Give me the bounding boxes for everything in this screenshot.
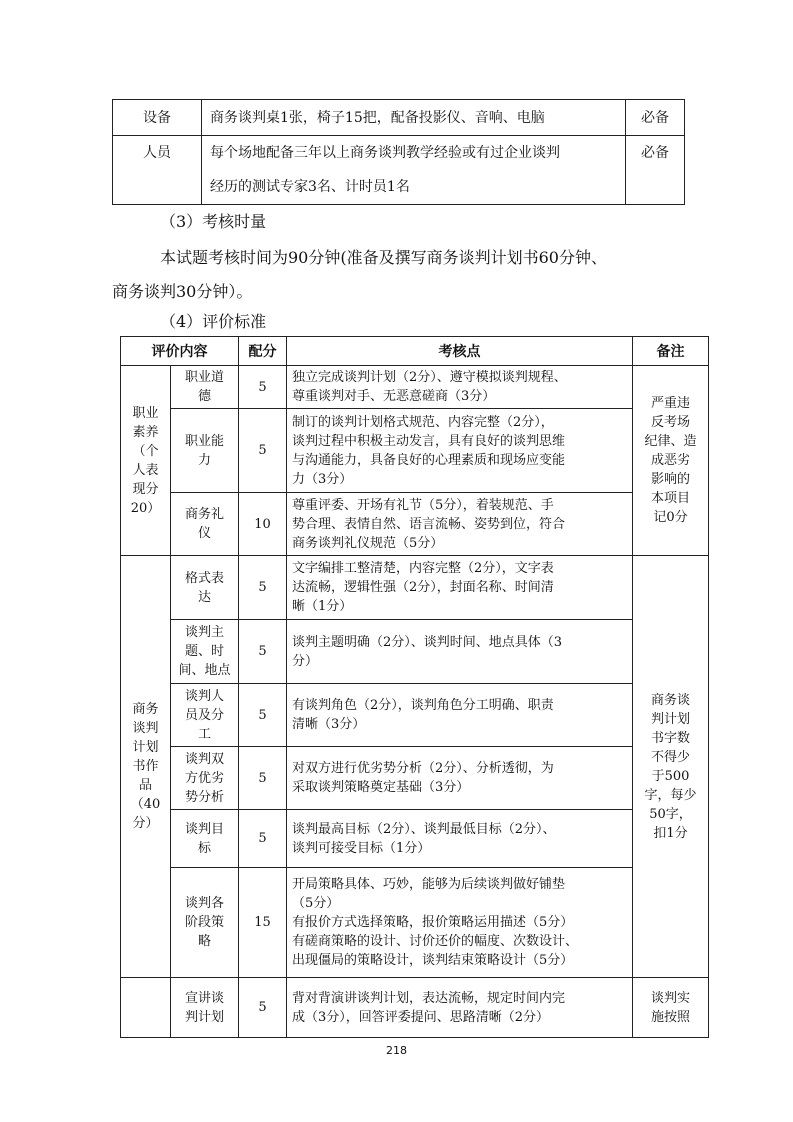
item-score: 5 bbox=[239, 620, 287, 684]
table-row bbox=[121, 556, 709, 620]
points-line: 出现僵局的策略设计，谈判结束策略设计（5分） bbox=[292, 953, 574, 968]
header-points: 考核点 bbox=[287, 337, 633, 366]
category-plan bbox=[121, 556, 171, 978]
note-line: 施按照 bbox=[650, 1009, 690, 1025]
points-line: 背对背演讲谈判计划，表达流畅，规定时间内完 bbox=[292, 990, 566, 1006]
note-line: 反考场 bbox=[650, 415, 690, 430]
points-line: 采取谈判策略奠定基础（3分） bbox=[292, 780, 470, 795]
desc-line: 经历的测试专家3名、计时员1名 bbox=[210, 179, 410, 195]
points-line: 谈判最高目标（2分）、谈判最低目标（2分）、 bbox=[292, 821, 556, 837]
category-line: 20） bbox=[130, 500, 161, 516]
note-line: 不得少 bbox=[650, 749, 690, 765]
item-score: 5 bbox=[239, 978, 287, 1038]
item-name-line: 势分析 bbox=[184, 789, 224, 805]
item-name-line: 题、时 bbox=[184, 644, 224, 659]
duration-heading: （3）考核时量 bbox=[160, 212, 267, 231]
category-line: 商务 bbox=[132, 702, 159, 717]
item-points bbox=[287, 810, 633, 868]
item-score: 5 bbox=[239, 684, 287, 747]
note-line: 判计划 bbox=[650, 711, 690, 727]
equipment-note: 必备 bbox=[626, 100, 685, 136]
duration-text-line2: 商务谈判30分钟）。 bbox=[112, 282, 253, 301]
item-points bbox=[287, 556, 633, 620]
staff-note: 必备 bbox=[626, 136, 685, 205]
points-line: 有报价方式选择策略，报价策略运用描述（5分） bbox=[292, 915, 574, 930]
table-row bbox=[121, 810, 709, 868]
item-name-line: 谈判人 bbox=[184, 688, 224, 704]
note-line: 成恶劣 bbox=[650, 453, 690, 468]
points-line: 谈判过程中积极主动发言，具有良好的谈判思维 bbox=[292, 433, 566, 449]
item-score: 5 bbox=[239, 810, 287, 868]
item-score: 5 bbox=[239, 409, 287, 493]
points-line: 商务谈判礼仪规范（5分） bbox=[292, 535, 444, 551]
item-score: 10 bbox=[239, 493, 287, 556]
desc-line: 商务谈判桌1张，椅子15把，配备投影仪、音响、电脑 bbox=[210, 109, 545, 126]
item-points bbox=[287, 868, 633, 978]
item-name-line: 谈判各 bbox=[184, 896, 224, 911]
table-row bbox=[121, 978, 709, 1038]
table-row bbox=[121, 747, 709, 810]
item-points bbox=[287, 366, 633, 409]
item-name-line: 职业道 bbox=[184, 370, 224, 385]
item-name-line: 职业能 bbox=[184, 433, 224, 449]
category-line: 人表 bbox=[132, 462, 159, 478]
note-professional bbox=[633, 366, 709, 556]
item-name-line: 商务礼 bbox=[184, 507, 224, 522]
table-row bbox=[113, 136, 685, 205]
item-points bbox=[287, 620, 633, 684]
table-row bbox=[121, 868, 709, 978]
item-name bbox=[171, 493, 239, 556]
note-line: 商务谈 bbox=[650, 692, 690, 708]
points-line: 制订的谈判计划格式规范、内容完整（2分）， bbox=[292, 414, 554, 430]
points-line: 尊重评委、开场有礼节（5分），着装规范、手 bbox=[292, 497, 554, 513]
item-name bbox=[171, 868, 239, 978]
note-line: 字，每少 bbox=[644, 787, 697, 803]
points-line: 清晰（3分） bbox=[292, 717, 366, 732]
header-content: 评价内容 bbox=[121, 337, 239, 366]
item-name bbox=[171, 556, 239, 620]
category-line: （40 bbox=[130, 797, 161, 812]
points-line: 谈判主题明确（2分）、谈判时间、地点具体（3 bbox=[292, 634, 563, 650]
table-row bbox=[121, 620, 709, 684]
item-name bbox=[171, 409, 239, 493]
points-line: 势合理、表情自然、语言流畅、姿势到位，符合 bbox=[292, 516, 566, 532]
points-line: 有谈判角色（2分），谈判角色分工明确、职责 bbox=[292, 698, 554, 713]
duration-text-line1: 本试题考核时间为90分钟(准备及撰写商务谈判计划书60分钟、 bbox=[160, 248, 607, 267]
category-line: 计划 bbox=[132, 740, 159, 755]
item-points bbox=[287, 978, 633, 1038]
category-line: 书作 bbox=[132, 759, 159, 774]
item-points bbox=[287, 747, 633, 810]
note-line: 纪律、造 bbox=[644, 434, 697, 449]
item-score: 5 bbox=[239, 747, 287, 810]
points-line: 有磋商策略的设计、讨价还价的幅度、次数设计、 bbox=[292, 934, 579, 949]
note-plan bbox=[633, 556, 709, 978]
item-name-line: 德 bbox=[197, 389, 211, 404]
points-line: 尊重谈判对手、无恶意磋商（3分） bbox=[292, 389, 496, 404]
note-line: 谈判实 bbox=[650, 990, 690, 1006]
category-implementation bbox=[121, 978, 171, 1038]
points-line: （5分） bbox=[292, 896, 340, 911]
item-name-line: 方优劣 bbox=[184, 770, 224, 786]
category-line: 分） bbox=[132, 816, 159, 831]
item-name-line: 达 bbox=[197, 589, 211, 605]
item-name-line: 谈判目 bbox=[184, 821, 224, 837]
table-row bbox=[121, 409, 709, 493]
category-line: 职业 bbox=[132, 405, 159, 421]
equipment-label: 设备 bbox=[113, 100, 202, 136]
equipment-table bbox=[112, 99, 685, 205]
points-line: 谈判可接受目标（1分） bbox=[292, 840, 431, 856]
item-name-line: 格式表 bbox=[184, 570, 224, 586]
points-line: 与沟通能力，具备良好的心理素质和现场应变能 bbox=[292, 452, 566, 468]
item-score: 5 bbox=[239, 366, 287, 409]
note-line: 50字， bbox=[649, 806, 692, 822]
item-name-line: 略 bbox=[197, 934, 211, 949]
note-line: 本项目 bbox=[650, 491, 690, 506]
item-name-line: 工 bbox=[197, 726, 211, 742]
item-score: 15 bbox=[239, 868, 287, 978]
item-name bbox=[171, 747, 239, 810]
category-line: 素养（个 bbox=[132, 424, 159, 459]
item-points bbox=[287, 409, 633, 493]
category-line: 现分 bbox=[132, 481, 159, 497]
item-name-line: 谈判双 bbox=[184, 751, 224, 767]
points-line: 达流畅，逻辑性强（2分），封面名称、时间清 bbox=[292, 580, 554, 595]
item-name-line: 谈判主 bbox=[184, 625, 224, 640]
item-name bbox=[171, 366, 239, 409]
table-header-row bbox=[121, 337, 709, 366]
item-name bbox=[171, 810, 239, 868]
item-name-line: 宣讲谈 bbox=[184, 990, 224, 1006]
item-name-line: 员及分 bbox=[184, 707, 224, 723]
note-line: 影响的 bbox=[650, 472, 690, 487]
item-name-line: 标 bbox=[197, 840, 211, 856]
table-row bbox=[113, 100, 685, 136]
item-points bbox=[287, 684, 633, 747]
item-name bbox=[171, 684, 239, 747]
note-implementation bbox=[633, 978, 709, 1038]
points-line: 对双方进行优劣势分析（2分）、分析透彻，为 bbox=[292, 761, 554, 776]
note-line: 书字数 bbox=[650, 730, 690, 746]
points-line: 文字编排工整清楚，内容完整（2分），文字表 bbox=[292, 561, 554, 576]
desc-line: 每个场地配备三年以上商务谈判教学经验或有过企业谈判 bbox=[210, 145, 560, 161]
table-row bbox=[121, 493, 709, 556]
item-points bbox=[287, 493, 633, 556]
item-name bbox=[171, 620, 239, 684]
category-line: 品 bbox=[138, 778, 152, 793]
item-name bbox=[171, 978, 239, 1038]
staff-desc bbox=[202, 136, 626, 205]
points-line: 开局策略具体、巧妙，能够为后续谈判做好铺垫 bbox=[292, 877, 566, 892]
table-row bbox=[121, 366, 709, 409]
header-score: 配分 bbox=[239, 337, 287, 366]
points-line: 成（3分），回答评委提问、思路清晰（2分） bbox=[292, 1009, 550, 1025]
note-line: 扣1分 bbox=[653, 825, 688, 841]
note-line: 记0分 bbox=[653, 510, 688, 525]
note-line: 严重违 bbox=[650, 396, 690, 411]
points-line: 独立完成谈判计划（2分）、遵守模拟谈判规程、 bbox=[292, 370, 567, 385]
category-professional bbox=[121, 366, 171, 556]
item-name-line: 仪 bbox=[197, 526, 211, 541]
evaluation-table bbox=[120, 336, 709, 1038]
page-number: 218 bbox=[386, 1044, 407, 1057]
category-line: 谈判 bbox=[132, 721, 159, 736]
points-line: 分） bbox=[292, 653, 319, 669]
item-name-line: 力 bbox=[197, 452, 211, 468]
criteria-heading: （4）评价标准 bbox=[160, 312, 267, 331]
points-line: 晰（1分） bbox=[292, 599, 353, 614]
staff-label: 人员 bbox=[113, 136, 202, 205]
item-name-line: 判计划 bbox=[184, 1009, 224, 1025]
item-name-line: 阶段策 bbox=[184, 915, 224, 930]
points-line: 力（3分） bbox=[292, 471, 353, 487]
note-line: 于500 bbox=[651, 768, 690, 784]
item-score: 5 bbox=[239, 556, 287, 620]
item-name-line: 间、地点 bbox=[178, 663, 231, 678]
equipment-desc bbox=[202, 100, 626, 136]
table-row bbox=[121, 684, 709, 747]
header-note: 备注 bbox=[633, 337, 709, 366]
